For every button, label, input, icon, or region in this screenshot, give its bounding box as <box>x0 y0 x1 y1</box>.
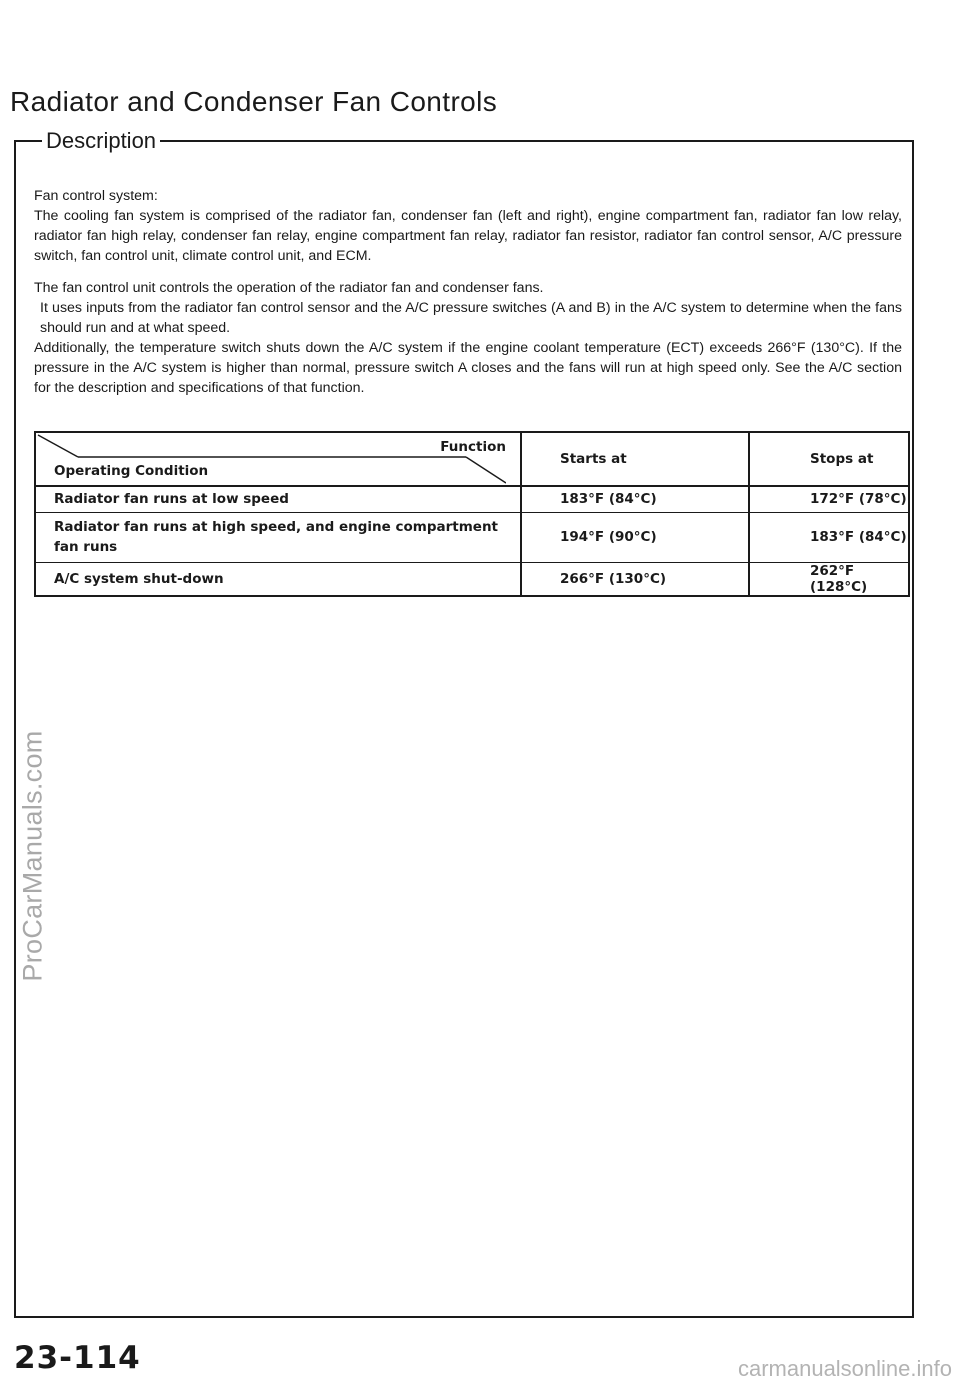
starts-at-cell: 194°F (90°C) <box>521 512 749 562</box>
table-row <box>35 562 909 596</box>
table-header-row <box>35 432 909 486</box>
operating-condition-header: Operating Condition <box>54 463 209 479</box>
function-header: Function <box>440 439 506 455</box>
paragraph-label: Fan control system: <box>34 188 158 204</box>
stops-at-cell: 172°F (78°C) <box>749 486 909 512</box>
condition-cell: Radiator fan runs at high speed, and engine compartment fan runs <box>35 512 521 562</box>
watermark-text: ProCarManuals.com <box>17 730 48 982</box>
table-row <box>35 512 909 562</box>
stops-at-cell: 262°F (128°C) <box>749 562 909 596</box>
starts-at-cell: 266°F (130°C) <box>521 562 749 596</box>
fan-control-table <box>34 431 910 597</box>
page-title: Radiator and Condenser Fan Controls <box>10 86 498 117</box>
condition-cell: Radiator fan runs at low speed <box>35 486 521 512</box>
page-number: 23-114 <box>14 1340 141 1376</box>
paragraph-control-unit: The fan control unit controls the operation of the radiator fan and condenser fans. <box>34 280 544 296</box>
paragraph-temperature-switch: Additionally, the temperature switch shuts down the A/C system if the engine coolant temperature (ECT) exceeds 266°F (130°C). If the pressure in the A/C system is higher than normal, pressure switch A closes and the fans will run at high speed only. See the A/C section for the description and specifications of that function. <box>34 340 902 396</box>
footer-site: carmanualsonline.info <box>737 1356 952 1381</box>
stops-at-header: Stops at <box>749 432 909 486</box>
stops-at-cell: 183°F (84°C) <box>749 512 909 562</box>
paragraph-fan-system: The cooling fan system is comprised of the radiator fan, condenser fan (left and right), engine compartment fan, radiator fan low relay, radiator fan high relay, condenser fan relay, engine compartment fan relay, radiator fan resistor, radiator fan control sensor, A/C pressure switch, fan control unit, climate control unit, and ECM. <box>34 208 902 264</box>
starts-at-header: Starts at <box>521 432 749 486</box>
function-condition-header <box>35 432 521 486</box>
description-frame <box>14 128 914 1318</box>
description-body <box>34 186 902 398</box>
paragraph-inputs: It uses inputs from the radiator fan control sensor and the A/C pressure switches (A and B) in the A/C system to determine when the fans should run and at what speed. <box>40 300 902 336</box>
table-row <box>35 486 909 512</box>
section-heading: Description <box>42 125 160 157</box>
condition-cell: A/C system shut-down <box>35 562 521 596</box>
starts-at-cell: 183°F (84°C) <box>521 486 749 512</box>
